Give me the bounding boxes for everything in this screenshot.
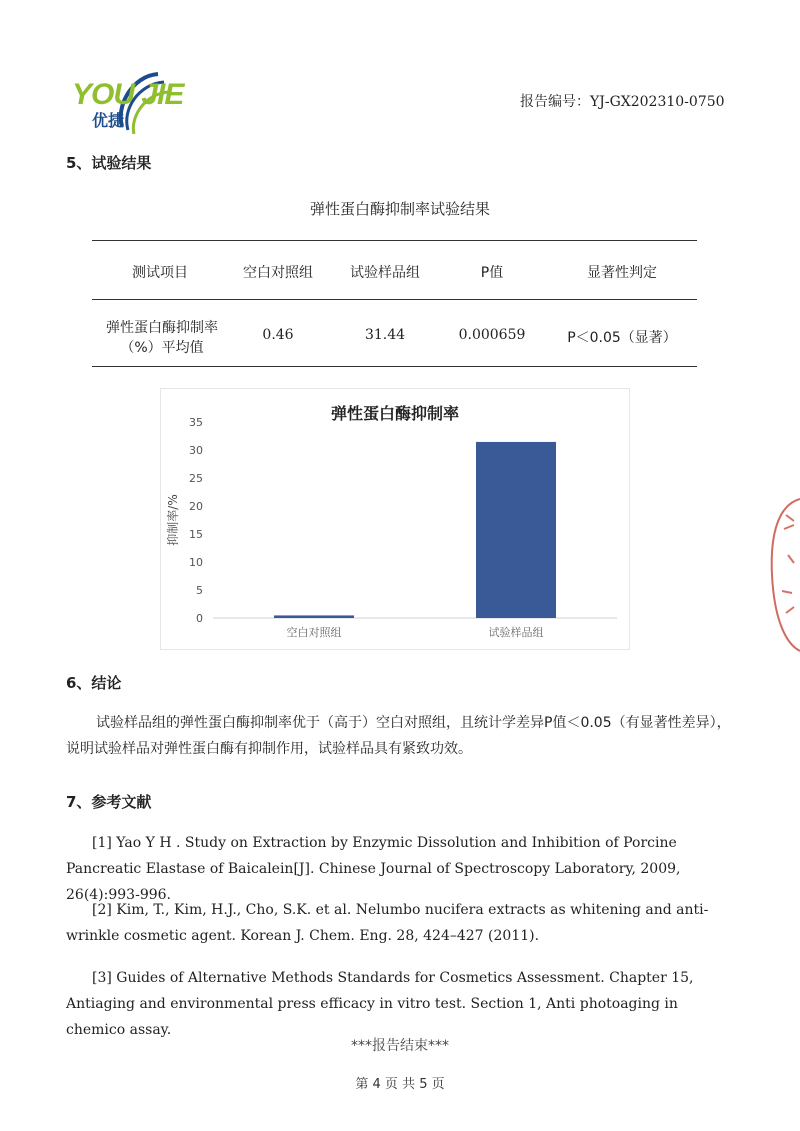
cell-blank-value: 0.46	[262, 327, 294, 343]
x-tick-label: 空白对照组	[286, 626, 342, 639]
y-tick-label: 20	[189, 500, 203, 513]
report-end-text: ***报告结束***	[351, 1038, 449, 1054]
y-tick-label: 5	[196, 584, 203, 597]
x-tick-label: 试验样品组	[488, 626, 544, 639]
y-tick-label: 25	[189, 472, 203, 485]
y-tick-label: 30	[189, 444, 203, 457]
bar	[476, 442, 556, 618]
section6-heading: 6、结论	[66, 674, 122, 692]
y-tick-label: 10	[189, 556, 203, 569]
cell-p-value: 0.000659	[458, 327, 526, 343]
y-tick-label: 0	[196, 612, 203, 625]
y-tick-label: 15	[189, 528, 203, 541]
logo-text-cn: 优捷	[92, 111, 125, 130]
cell-sample-value: 31.44	[364, 327, 406, 343]
table-bottom-rule	[92, 366, 697, 367]
chart-plot	[161, 389, 629, 649]
bar	[274, 615, 354, 618]
report-number: 报告编号：YJ-GX202310-0750	[520, 94, 725, 110]
col-header-sample: 试验样品组	[350, 265, 420, 281]
col-header-significance: 显著性判定	[587, 265, 657, 281]
bar-chart	[160, 388, 630, 650]
col-header-blank: 空白对照组	[243, 265, 313, 281]
company-logo	[66, 66, 184, 144]
cell-significance: P＜0.05（显著）	[567, 330, 677, 346]
col-header-item: 测试项目	[132, 265, 188, 281]
y-tick-label: 35	[189, 416, 203, 429]
seal-stamp-icon	[764, 495, 800, 655]
col-header-pvalue: P值	[480, 265, 504, 281]
table-top-rule	[92, 240, 697, 241]
row-item-line1: 弹性蛋白酶抑制率	[106, 320, 218, 336]
page-number: 第 4 页 共 5 页	[355, 1077, 445, 1092]
table-mid-rule	[92, 299, 697, 300]
section7-heading: 7、参考文献	[66, 793, 152, 811]
y-axis-label: 抑制率/%	[166, 494, 180, 546]
table-title: 弹性蛋白酶抑制率试验结果	[309, 200, 490, 218]
chart-title: 弹性蛋白酶抑制率	[330, 404, 459, 423]
section5-heading: 5、试验结果	[66, 154, 152, 172]
reference-2: [2] Kim, T., Kim, H.J., Cho, S.K. et al. Nelumbo nucifera extracts as whitening and anti-wrinkle cosmetic agent. Korean J. Chem. Eng. 28, 424–427 (2011).	[66, 902, 709, 944]
reference-1: [1] Yao Y H . Study on Extraction by Enzymic Dissolution and Inhibition of Porcine Pancreatic Elastase of Baicalein[J]. Chinese Journal of Spectroscopy Laboratory, 2009, 26(4):993-996.	[66, 835, 681, 903]
row-item-line2: （%）平均值	[120, 340, 204, 356]
logo-text-en: YOU JIE	[72, 78, 184, 111]
reference-3: [3] Guides of Alternative Methods Standards for Cosmetics Assessment. Chapter 15, Antiaging and environmental press efficacy in vitro test. Section 1, Anti photoaging in chemico assay.	[66, 970, 694, 1038]
conclusion-text: 试验样品组的弹性蛋白酶抑制率优于（高于）空白对照组，且统计学差异P值＜0.05（有显著性差异），说明试验样品对弹性蛋白酶有抑制作用，试验样品具有紧致功效。	[66, 715, 731, 757]
